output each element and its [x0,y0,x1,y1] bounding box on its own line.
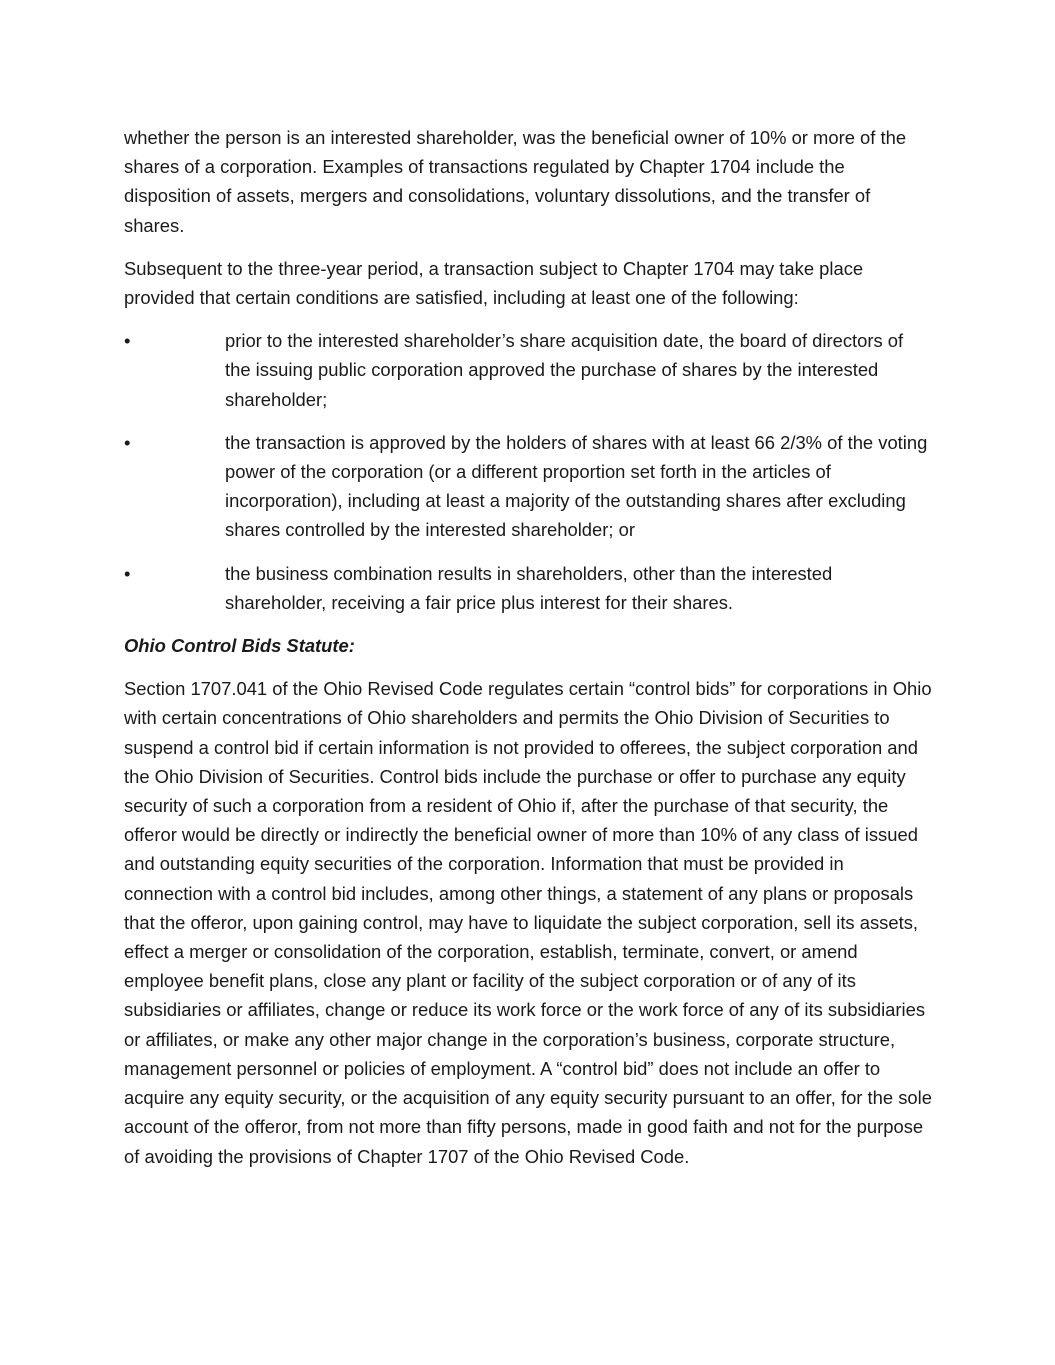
bullet-icon: • [124,330,131,352]
list-item-text: the transaction is approved by the holders of shares with at least 66 2/3% of the voting power of the corporation (or a different proportion set forth in the articles of incorporation), including at least a majority of the outstanding shares after excluding shares controlled by the interested shareholder; or [225,431,928,541]
list-item-text: the business combination results in shareholders, other than the interested shareholder, receiving a fair price plus interest for their shares. [225,562,833,613]
list-item [124,428,932,545]
bullet-icon: • [124,431,131,453]
list-item [124,559,932,617]
section-heading: Ohio Control Bids Statute: [124,635,355,657]
paragraph-three-year-period: Subsequent to the three-year period, a transaction subject to Chapter 1704 may take place provided that certain conditions are satisfied, including at least one of the following: [124,257,864,309]
conditions-list [124,326,932,617]
bullet-icon: • [124,562,131,584]
list-item-text: prior to the interested shareholder’s share acquisition date, the board of directors of the issuing public corporation approved the purchase of shares by the interested shareholder; [225,330,904,410]
paragraph-control-bids: Section 1707.041 of the Ohio Revised Code regulates certain “control bids” for corporations in Ohio with certain concentrations of Ohio shareholders and permits the Ohio Division of Securities to suspend a control bid if certain information is not provided to offerees, the subject corporation and the Ohio Division of Securities. Control bids include the purchase or offer to purchase any equity security of such a corporation from a resident of Ohio if, after the purchase of that security, the offeror would be directly or indirectly the beneficial owner of more than 10% of any class of issued and outstanding equity securities of the corporation. Information that must be provided in connection with a control bid includes, among other things, a statement of any plans or proposals that the offeror, upon gaining control, may have to liquidate the subject corporation, sell its assets, effect a merger or consolidation of the corporation, establish, terminate, convert, or amend employee benefit plans, close any plant or facility of the subject corporation or of any of its subsidiaries or affiliates, change or reduce its work force or the work force of any of its subsidiaries or affiliates, or make any other major change in the corporation’s business, corporate structure, management personnel or policies of employment. A “control bid” does not include an offer to acquire any equity security, or the acquisition of any equity security pursuant to an offer, for the sole account of the offeror, from not more than fifty persons, made in good faith and not for the purpose of avoiding the provisions of Chapter 1707 of the Ohio Revised Code. [124,678,932,1167]
paragraph-interested-shareholder: whether the person is an interested shareholder, was the beneficial owner of 10% or more of the shares of a corporation. Examples of transactions regulated by Chapter 1704 include the disposition of assets, mergers and consolidations, voluntary dissolutions, and the transfer of shares. [124,127,907,236]
list-item [124,326,932,414]
document-page [124,123,932,1185]
